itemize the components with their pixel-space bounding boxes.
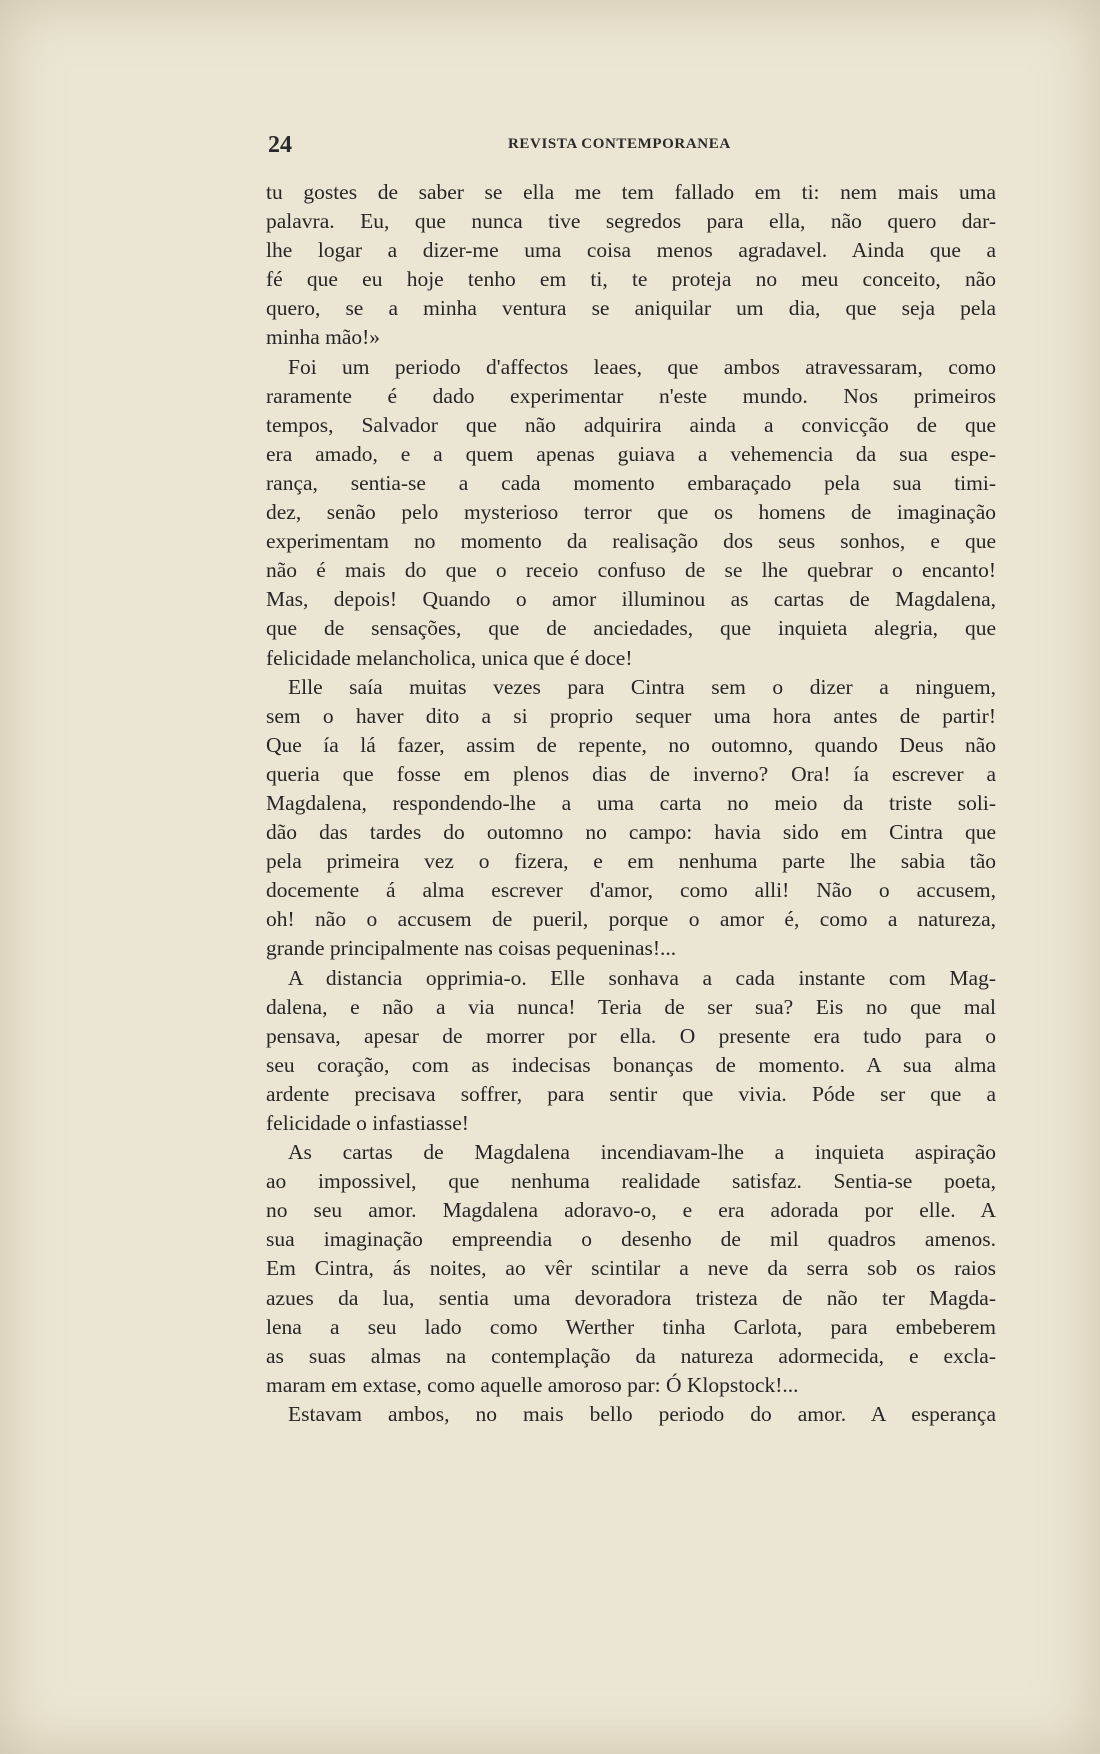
- text-line: minha mão!»: [266, 325, 381, 350]
- text-line: lhe logar a dizer-me uma coisa menos agradavel. Ainda que a: [266, 238, 996, 263]
- text-line: experimentam no momento da realisação dos seus sonhos, e que: [266, 529, 996, 554]
- text-line: grande principalmente nas coisas pequeninas!...: [266, 936, 677, 961]
- text-line: pensava, apesar de morrer por ella. O presente era tudo para o: [266, 1023, 996, 1048]
- text-line: felicidade o infastiasse!: [266, 1111, 469, 1135]
- running-title: REVISTA CONTEMPORANEA: [508, 136, 731, 152]
- text-line: ardente precisava soffrer, para sentir que vivia. Póde ser que a: [266, 1081, 996, 1106]
- text-line: As cartas de Magdalena incendiavam-lhe a inquieta aspiração: [288, 1140, 996, 1165]
- text-line: não é mais do que o receio confuso de se lhe quebrar o encanto!: [266, 558, 996, 583]
- text-line: lena a seu lado como Werther tinha Carlota, para embeberem: [266, 1314, 996, 1339]
- text-line: palavra. Eu, que nunca tive segredos para ella, não quero dar-: [266, 209, 996, 234]
- text-line: que de sensações, que de anciedades, que inquieta alegria, que: [266, 616, 996, 641]
- text-line: era amado, e a quem apenas guiava a vehemencia da sua espe-: [266, 441, 996, 466]
- text-line: dalena, e não a via nunca! Teria de ser sua? Eis no que mal: [266, 994, 996, 1019]
- text-line: ao impossivel, que nenhuma realidade satisfaz. Sentia-se poeta,: [266, 1169, 996, 1194]
- text-line: felicidade melancholica, unica que é doce!: [266, 645, 633, 670]
- text-line: seu coração, com as indecisas bonanças de momento. A sua alma: [266, 1052, 996, 1077]
- text-line: queria que fosse em plenos dias de inverno? Ora! ía escrever a: [266, 761, 996, 786]
- text-line: as suas almas na contemplação da natureza adormecida, e excla-: [266, 1343, 996, 1368]
- paragraph: [266, 353, 996, 673]
- text-line: Mas, depois! Quando o amor illuminou as cartas de Magdalena,: [266, 587, 996, 612]
- text-line: tempos, Salvador que não adquirira ainda a convicção de que: [266, 412, 996, 437]
- text-line: Em Cintra, ás noites, ao vêr scintilar a neve da serra sob os raios: [266, 1256, 996, 1281]
- paragraph: [266, 1400, 996, 1429]
- paragraph: [266, 964, 996, 1139]
- text-line: azues da lua, sentia uma devoradora tristeza de não ter Magda-: [266, 1285, 996, 1310]
- text-line: A distancia opprimia-o. Elle sonhava a cada instante com Mag-: [288, 965, 996, 990]
- text-line: Que ía lá fazer, assim de repente, no outomno, quando Deus não: [266, 732, 996, 757]
- text-line: raramente é dado experimentar n'este mundo. Nos primeiros: [266, 383, 996, 408]
- text-line: fé que eu hoje tenho em ti, te proteja no meu conceito, não: [266, 267, 996, 292]
- text-line: oh! não o accusem de pueril, porque o amor é, como a natureza,: [266, 907, 996, 932]
- text-line: Foi um periodo d'affectos leaes, que ambos atravessaram, como: [288, 354, 996, 379]
- page-header: [268, 132, 1003, 156]
- text-line: maram em extase, como aquelle amoroso par: Ó Klopstock!...: [266, 1372, 799, 1397]
- text-line: sem o haver dito a si proprio sequer uma hora antes de partir!: [266, 703, 996, 728]
- text-line: tu gostes de saber se ella me tem fallado em ti: nem mais uma: [266, 180, 996, 204]
- text-line: docemente á alma escrever d'amor, como alli! Não o accusem,: [266, 878, 996, 903]
- text-line: quero, se a minha ventura se aniquilar um dia, que seja pela: [266, 296, 996, 321]
- paragraph: [266, 673, 996, 964]
- paragraph: [266, 178, 996, 353]
- text-line: Elle saía muitas vezes para Cintra sem o dizer a ninguem,: [288, 674, 996, 699]
- text-line: dez, senão pelo mysterioso terror que os homens de imaginação: [266, 500, 996, 525]
- text-line: Estavam ambos, no mais bello periodo do amor. A esperança: [288, 1401, 996, 1426]
- text-line: pela primeira vez o fizera, e em nenhuma parte lhe sabia tão: [266, 849, 996, 874]
- text-line: sua imaginação empreendia o desenho de mil quadros amenos.: [266, 1227, 996, 1252]
- text-line: no seu amor. Magdalena adoravo-o, e era adorada por elle. A: [266, 1198, 996, 1223]
- paragraph: [266, 1138, 996, 1400]
- text-line: rança, sentia-se a cada momento embaraçado pela sua timi-: [266, 470, 996, 495]
- page-number: 24: [268, 132, 292, 158]
- text-line: Magdalena, respondendo-lhe a uma carta no meio da triste soli-: [266, 790, 996, 815]
- text-line: dão das tardes do outomno no campo: havia sido em Cintra que: [266, 820, 996, 845]
- body-text: [266, 178, 996, 1429]
